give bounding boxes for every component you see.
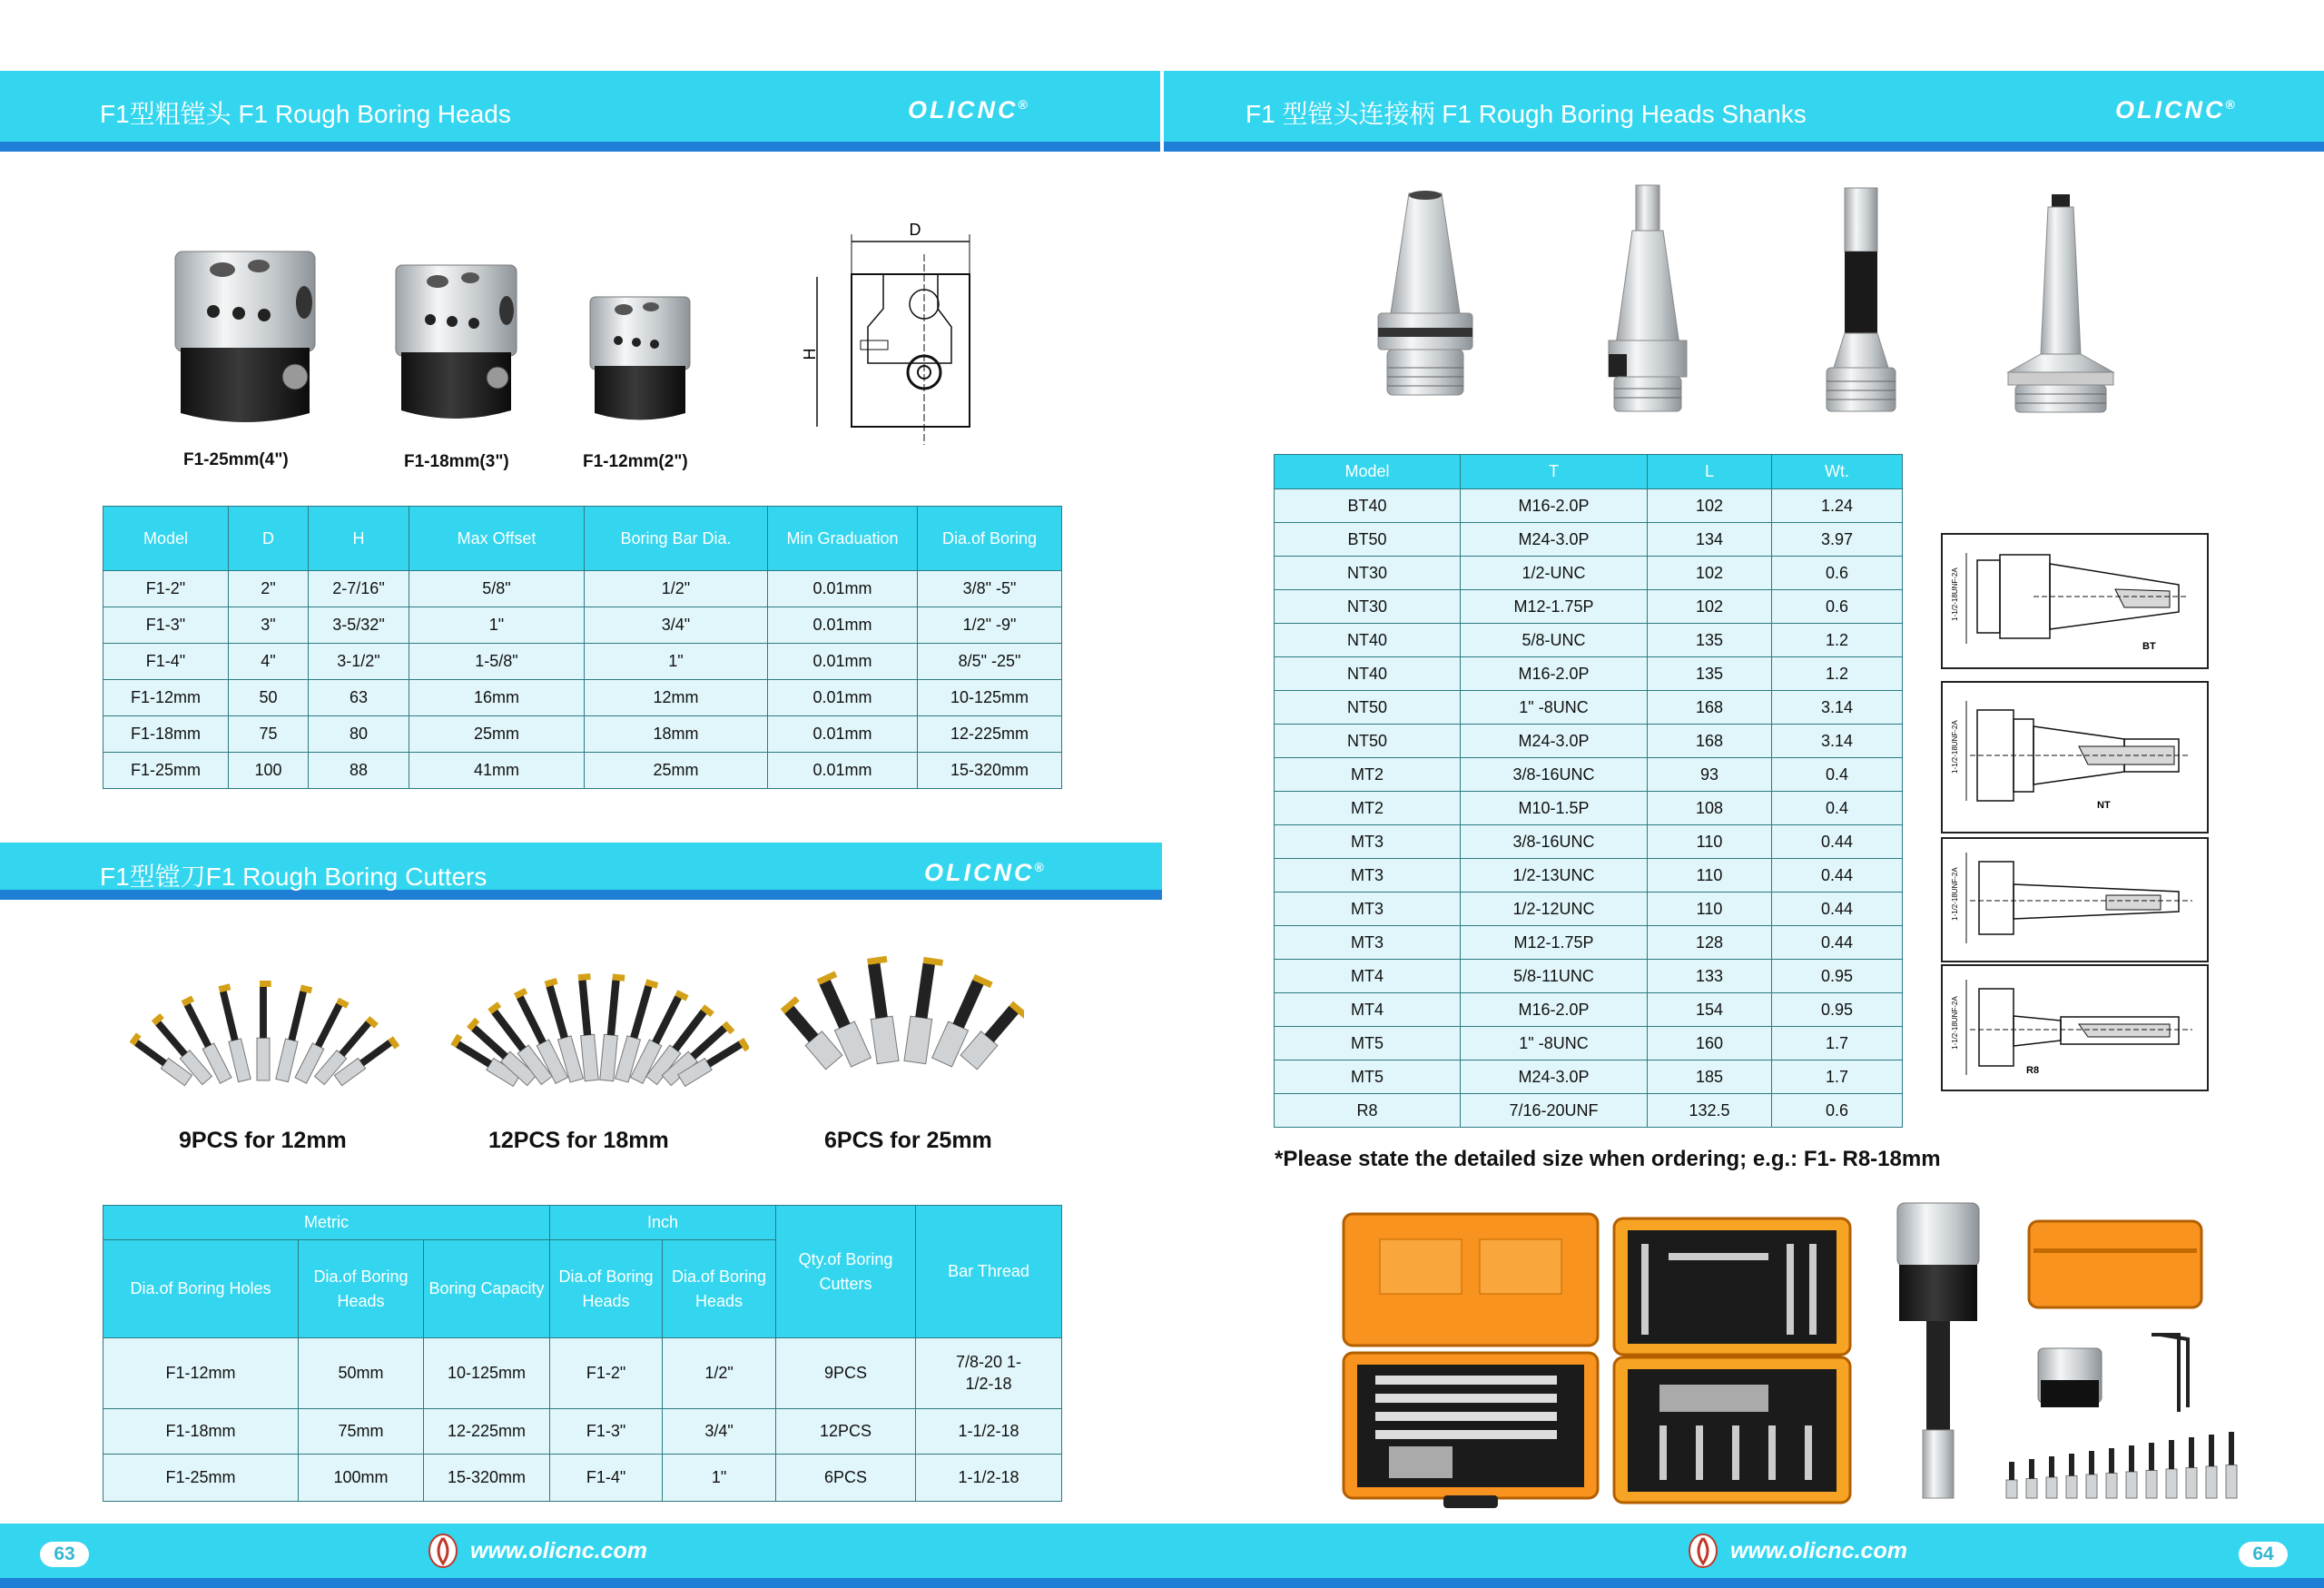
head-caption-25mm: F1-25mm(4") <box>183 450 289 469</box>
table-cell: 15-320mm <box>918 753 1062 789</box>
table-cell: 12-225mm <box>918 716 1062 753</box>
table-cell: 0.95 <box>1772 960 1903 993</box>
table-cell: 1" <box>409 607 585 644</box>
registered-mark: ® <box>1034 860 1044 874</box>
kit-cutter-neck <box>2009 1462 2014 1480</box>
dimension-d-label: D <box>909 221 921 239</box>
boring-head-12mm-image <box>586 295 694 427</box>
table-cell: F1-3" <box>103 607 229 644</box>
table-cell: 2" <box>229 571 309 607</box>
left-brand-logo <box>908 96 1028 124</box>
table-cell: 3/8-16UNC <box>1461 758 1648 792</box>
table-row <box>103 644 1062 680</box>
table-row <box>1275 960 1903 993</box>
table-cell: 132.5 <box>1648 1094 1772 1128</box>
table-cell: F1-25mm <box>103 753 229 789</box>
shank-nt-image <box>1589 182 1707 418</box>
table-cell: 154 <box>1648 993 1772 1027</box>
table-cell: 12PCS <box>776 1409 916 1455</box>
table-cell: 1" -8UNC <box>1461 1027 1648 1060</box>
table-row <box>103 607 1062 644</box>
right-page-title: F1 型镗头连接柄 F1 Rough Boring Heads Shanks <box>1246 100 1807 128</box>
table-row <box>1275 1027 1903 1060</box>
table-cell: 185 <box>1648 1060 1772 1094</box>
kit-case-open-image-1 <box>1334 1203 1607 1512</box>
table-cell: 5/8-UNC <box>1461 624 1648 657</box>
table-cell: R8 <box>1275 1094 1461 1128</box>
table-row <box>103 1409 1062 1455</box>
shank-drawing-nt <box>1941 681 2209 833</box>
table-cell: 50 <box>229 680 309 716</box>
table-cell: 3" <box>229 607 309 644</box>
table-cell: F1-4" <box>550 1455 663 1502</box>
brand-name: OLICNC <box>2115 96 2226 123</box>
table-cell: 3/8" -5" <box>918 571 1062 607</box>
table-cell: 3/4" <box>585 607 768 644</box>
table-cell: MT2 <box>1275 792 1461 825</box>
kit-cutter <box>2006 1480 2017 1498</box>
table-row <box>1275 758 1903 792</box>
table-cell: 0.44 <box>1772 859 1903 893</box>
cutters-col-qty: Qty.of Boring Cutters <box>776 1206 916 1338</box>
head-caption-12mm: F1-12mm(2") <box>583 452 688 471</box>
kit-cutter <box>2166 1469 2177 1498</box>
table-cell: F1-2" <box>103 571 229 607</box>
brand-spiral-icon <box>1687 1533 1719 1569</box>
page-number-right: 64 <box>2239 1542 2288 1567</box>
table-cell: BT50 <box>1275 523 1461 557</box>
kit-cutter <box>2086 1475 2097 1498</box>
table-cell: 0.01mm <box>768 644 918 680</box>
table-cell: 128 <box>1648 926 1772 960</box>
table-row <box>103 1338 1062 1409</box>
table-cell: MT4 <box>1275 993 1461 1027</box>
table-cell: 1/2" <box>663 1338 776 1409</box>
boring-head-18mm-image <box>390 263 522 427</box>
table-row <box>1275 893 1903 926</box>
table-cell: 160 <box>1648 1027 1772 1060</box>
table-row <box>1275 657 1903 691</box>
kit-case-open-image-2 <box>1605 1208 1859 1507</box>
table-cell: NT30 <box>1275 590 1461 624</box>
table-row <box>1275 557 1903 590</box>
table-cell: 3/4" <box>663 1409 776 1455</box>
table-cell: 0.44 <box>1772 893 1903 926</box>
table-cell: MT3 <box>1275 926 1461 960</box>
table-cell: 0.6 <box>1772 1094 1903 1128</box>
table-cell: 1/2-13UNC <box>1461 859 1648 893</box>
group-metric: Metric <box>103 1206 550 1240</box>
cutters-col-dia-holes: Dia.of Boring Holes <box>103 1240 299 1338</box>
heads-col-min-graduation: Min Graduation <box>768 507 918 571</box>
cutter-set-12pcs-image <box>449 962 749 1090</box>
table-cell: 1.7 <box>1772 1027 1903 1060</box>
table-cell: 3.14 <box>1772 691 1903 725</box>
cutter-set-9pcs-image <box>127 972 399 1090</box>
table-cell: F1-18mm <box>103 1409 299 1455</box>
table-cell: 7/16-20UNF <box>1461 1094 1648 1128</box>
table-cell: 10-125mm <box>424 1338 550 1409</box>
drawing-thread-label: 1-1/2-18UNF-2A <box>1951 567 1959 621</box>
boring-heads-spec-table <box>103 506 1062 789</box>
right-header-rule <box>1164 142 2324 152</box>
shank-drawing-mt <box>1941 837 2209 962</box>
table-cell: 108 <box>1648 792 1772 825</box>
cutters-brand-logo <box>924 859 1044 887</box>
table-row <box>1275 993 1903 1027</box>
kit-cutter <box>2126 1472 2137 1498</box>
table-row <box>1275 1060 1903 1094</box>
table-cell: F1-3" <box>550 1409 663 1455</box>
brand-name: OLICNC <box>924 859 1035 886</box>
kit-cutter-neck <box>2229 1432 2234 1465</box>
order-note: *Please state the detailed size when ordering; e.g.: F1- R8-18mm <box>1275 1147 1941 1171</box>
kit-cutter-neck <box>2029 1459 2034 1479</box>
table-row <box>1275 792 1903 825</box>
table-row <box>1275 523 1903 557</box>
table-row <box>1275 825 1903 859</box>
boring-head-25mm-image <box>168 250 322 431</box>
kit-cutter-neck <box>2209 1435 2214 1466</box>
shank-mt-image <box>1997 191 2124 418</box>
table-cell: 18mm <box>585 716 768 753</box>
brand-name: OLICNC <box>908 96 1019 123</box>
table-cell: 41mm <box>409 753 585 789</box>
table-cell: 1.2 <box>1772 657 1903 691</box>
table-cell: 0.4 <box>1772 792 1903 825</box>
table-cell: 1-1/2-18 <box>916 1455 1062 1502</box>
kit-cutter-neck <box>2049 1456 2054 1477</box>
group-inch: Inch <box>550 1206 776 1240</box>
shanks-col-wt: Wt. <box>1772 455 1903 489</box>
table-cell: 0.01mm <box>768 607 918 644</box>
boring-cutter <box>862 956 901 1064</box>
table-cell: 15-320mm <box>424 1455 550 1502</box>
table-row <box>1275 590 1903 624</box>
kit-cutter-neck <box>2069 1454 2074 1476</box>
table-cell: 12mm <box>585 680 768 716</box>
table-cell: MT5 <box>1275 1060 1461 1094</box>
boring-cutter <box>257 981 271 1080</box>
table-cell: F1-12mm <box>103 1338 299 1409</box>
left-page-title: F1型粗镗头 F1 Rough Boring Heads <box>100 100 511 128</box>
table-row <box>1275 1094 1903 1128</box>
table-cell: MT3 <box>1275 825 1461 859</box>
cutter-set-6pcs-image <box>779 944 1024 1071</box>
table-cell: 133 <box>1648 960 1772 993</box>
kit-cutter <box>2066 1476 2077 1499</box>
heads-col-model: Model <box>103 507 229 571</box>
table-cell: 3-5/32" <box>309 607 409 644</box>
table-row <box>1275 725 1903 758</box>
table-cell: M16-2.0P <box>1461 489 1648 523</box>
kit-cutter-neck <box>2189 1437 2194 1468</box>
table-row <box>103 680 1062 716</box>
table-cell: 75mm <box>299 1409 424 1455</box>
table-cell: M16-2.0P <box>1461 993 1648 1027</box>
cutter-caption-18mm: 12PCS for 18mm <box>488 1128 669 1153</box>
table-cell: M12-1.75P <box>1461 926 1648 960</box>
table-cell: M24-3.0P <box>1461 725 1648 758</box>
table-cell: 50mm <box>299 1338 424 1409</box>
heads-col-max-offset: Max Offset <box>409 507 585 571</box>
table-cell: 80 <box>309 716 409 753</box>
registered-mark: ® <box>1018 97 1028 112</box>
head-caption-18mm: F1-18mm(3") <box>404 452 509 471</box>
left-header-rule <box>0 142 1160 152</box>
table-cell: F1-2" <box>550 1338 663 1409</box>
table-cell: 3.97 <box>1772 523 1903 557</box>
drawing-thread-label: 1-1/2-18UNF-2A <box>1951 996 1959 1050</box>
table-cell: 5/8-11UNC <box>1461 960 1648 993</box>
table-cell: BT40 <box>1275 489 1461 523</box>
table-cell: 25mm <box>585 753 768 789</box>
table-cell: 1" -8UNC <box>1461 691 1648 725</box>
kit-cutter <box>2206 1466 2217 1498</box>
table-cell: 1/2" <box>585 571 768 607</box>
table-cell: 168 <box>1648 725 1772 758</box>
table-cell: 4" <box>229 644 309 680</box>
table-row <box>1275 859 1903 893</box>
table-row <box>103 753 1062 789</box>
kit-cutter <box>2026 1479 2037 1499</box>
drawing-tag-bt: BT <box>2142 641 2156 652</box>
heads-col-d: D <box>229 507 309 571</box>
table-cell: 0.01mm <box>768 571 918 607</box>
table-cell: 0.6 <box>1772 557 1903 590</box>
table-cell: 134 <box>1648 523 1772 557</box>
table-cell: 110 <box>1648 859 1772 893</box>
table-cell: 3/8-16UNC <box>1461 825 1648 859</box>
heads-col-boring-bar-dia: Boring Bar Dia. <box>585 507 768 571</box>
kit-cutter-neck <box>2149 1443 2154 1471</box>
table-cell: 0.95 <box>1772 993 1903 1027</box>
kit-cutter <box>2226 1465 2237 1499</box>
table-cell: 10-125mm <box>918 680 1062 716</box>
drawing-thread-label: 1-1/2-18UNF-2A <box>1951 867 1959 921</box>
table-cell: M16-2.0P <box>1461 657 1648 691</box>
footer-rule <box>0 1578 2324 1588</box>
table-cell: 1-1/2-18 <box>916 1409 1062 1455</box>
table-cell: F1-25mm <box>103 1455 299 1502</box>
registered-mark: ® <box>2225 97 2235 112</box>
table-cell: 1.2 <box>1772 624 1903 657</box>
table-cell: MT3 <box>1275 859 1461 893</box>
table-cell: 1" <box>663 1455 776 1502</box>
kit-cutter-neck <box>2169 1440 2174 1469</box>
table-cell: 1/2-UNC <box>1461 557 1648 590</box>
table-cell: 2-7/16" <box>309 571 409 607</box>
table-cell: 100 <box>229 753 309 789</box>
table-row <box>103 716 1062 753</box>
drawing-thread-label: 1-1/2-18UNF-2A <box>1951 720 1959 774</box>
table-cell: 110 <box>1648 825 1772 859</box>
table-row <box>103 1455 1062 1502</box>
table-cell: 135 <box>1648 657 1772 691</box>
table-cell: NT50 <box>1275 691 1461 725</box>
table-cell: 88 <box>309 753 409 789</box>
table-cell: MT3 <box>1275 893 1461 926</box>
kit-cutter-neck <box>2129 1445 2134 1472</box>
table-cell: 5/8" <box>409 571 585 607</box>
table-cell: 0.01mm <box>768 753 918 789</box>
kit-cutter <box>2146 1471 2157 1499</box>
table-cell: NT40 <box>1275 657 1461 691</box>
table-cell: F1-18mm <box>103 716 229 753</box>
table-cell: NT50 <box>1275 725 1461 758</box>
shanks-col-t: T <box>1461 455 1648 489</box>
boring-head-technical-drawing <box>797 218 979 454</box>
table-cell: M10-1.5P <box>1461 792 1648 825</box>
table-cell: 1/2-12UNC <box>1461 893 1648 926</box>
table-cell: MT2 <box>1275 758 1461 792</box>
table-cell: 102 <box>1648 557 1772 590</box>
right-brand-logo <box>2115 96 2235 124</box>
shanks-col-l: L <box>1648 455 1772 489</box>
table-cell: 110 <box>1648 893 1772 926</box>
table-cell: M12-1.75P <box>1461 590 1648 624</box>
table-cell: 168 <box>1648 691 1772 725</box>
shank-bt-image <box>1362 186 1489 413</box>
heads-col-h: H <box>309 507 409 571</box>
table-cell: 0.01mm <box>768 680 918 716</box>
table-cell: 12-225mm <box>424 1409 550 1455</box>
cutters-col-bar-thread: Bar Thread <box>916 1206 1062 1338</box>
table-cell: 135 <box>1648 624 1772 657</box>
table-cell: 1.24 <box>1772 489 1903 523</box>
table-cell: 0.44 <box>1772 825 1903 859</box>
table-cell: 3-1/2" <box>309 644 409 680</box>
kit-head-and-cutters-image <box>1888 1185 2270 1512</box>
kit-cutter <box>2046 1477 2057 1498</box>
kit-cutter <box>2106 1474 2117 1499</box>
kit-cutter <box>2186 1468 2197 1499</box>
drawing-tag-r8: R8 <box>2026 1065 2040 1076</box>
table-cell: 6PCS <box>776 1455 916 1502</box>
table-row <box>1275 926 1903 960</box>
shank-r8-image <box>1807 186 1915 418</box>
table-cell: 1-5/8" <box>409 644 585 680</box>
website-right[interactable]: www.olicnc.com <box>1730 1538 1907 1563</box>
shank-drawing-r8 <box>1941 964 2209 1091</box>
heads-col-dia-of-boring: Dia.of Boring <box>918 507 1062 571</box>
cutters-col-dia-heads-inch: Dia.of Boring Heads <box>550 1240 663 1338</box>
page-number-left: 63 <box>40 1542 89 1567</box>
table-cell: NT40 <box>1275 624 1461 657</box>
table-row <box>103 571 1062 607</box>
table-cell: 0.44 <box>1772 926 1903 960</box>
boring-cutters-spec-table <box>103 1205 1062 1502</box>
cutters-col-dia-heads-inch-2: Dia.of Boring Heads <box>663 1240 776 1338</box>
shanks-spec-table <box>1274 454 1903 1128</box>
table-cell: 93 <box>1648 758 1772 792</box>
table-cell: F1-4" <box>103 644 229 680</box>
table-cell: 63 <box>309 680 409 716</box>
table-cell: MT5 <box>1275 1027 1461 1060</box>
table-cell: F1-12mm <box>103 680 229 716</box>
table-cell: MT4 <box>1275 960 1461 993</box>
table-cell: 1/2" -9" <box>918 607 1062 644</box>
table-cell: 102 <box>1648 489 1772 523</box>
table-cell: 25mm <box>409 716 585 753</box>
table-cell: 0.6 <box>1772 590 1903 624</box>
table-cell: 100mm <box>299 1455 424 1502</box>
table-row <box>1275 624 1903 657</box>
drawing-tag-nt: NT <box>2097 800 2111 811</box>
cutter-caption-12mm: 9PCS for 12mm <box>179 1128 347 1153</box>
table-cell: NT30 <box>1275 557 1461 590</box>
table-row <box>1275 691 1903 725</box>
table-cell: 3.14 <box>1772 725 1903 758</box>
table-cell: 75 <box>229 716 309 753</box>
kit-cutter-neck <box>2109 1448 2114 1474</box>
table-cell: 1" <box>585 644 768 680</box>
cutter-caption-25mm: 6PCS for 25mm <box>824 1128 992 1153</box>
table-cell: 16mm <box>409 680 585 716</box>
table-cell: 7/8-20 1-1/2-18 <box>916 1338 1062 1409</box>
dimension-h-label: H <box>801 348 819 360</box>
table-cell: 1.7 <box>1772 1060 1903 1094</box>
website-left[interactable]: www.olicnc.com <box>470 1538 647 1563</box>
table-cell: M24-3.0P <box>1461 523 1648 557</box>
table-cell: 9PCS <box>776 1338 916 1409</box>
shank-drawing-bt <box>1941 533 2209 669</box>
table-cell: 0.4 <box>1772 758 1903 792</box>
table-row <box>1275 489 1903 523</box>
cutters-title: F1型镗刀F1 Rough Boring Cutters <box>100 863 487 891</box>
kit-cutter-neck <box>2089 1451 2094 1475</box>
table-cell: 0.01mm <box>768 716 918 753</box>
shanks-col-model: Model <box>1275 455 1461 489</box>
cutters-col-capacity: Boring Capacity <box>424 1240 550 1338</box>
table-cell: 102 <box>1648 590 1772 624</box>
brand-spiral-icon <box>427 1533 459 1569</box>
cutters-col-dia-heads-metric: Dia.of Boring Heads <box>299 1240 424 1338</box>
table-cell: M24-3.0P <box>1461 1060 1648 1094</box>
table-cell: 8/5" -25" <box>918 644 1062 680</box>
